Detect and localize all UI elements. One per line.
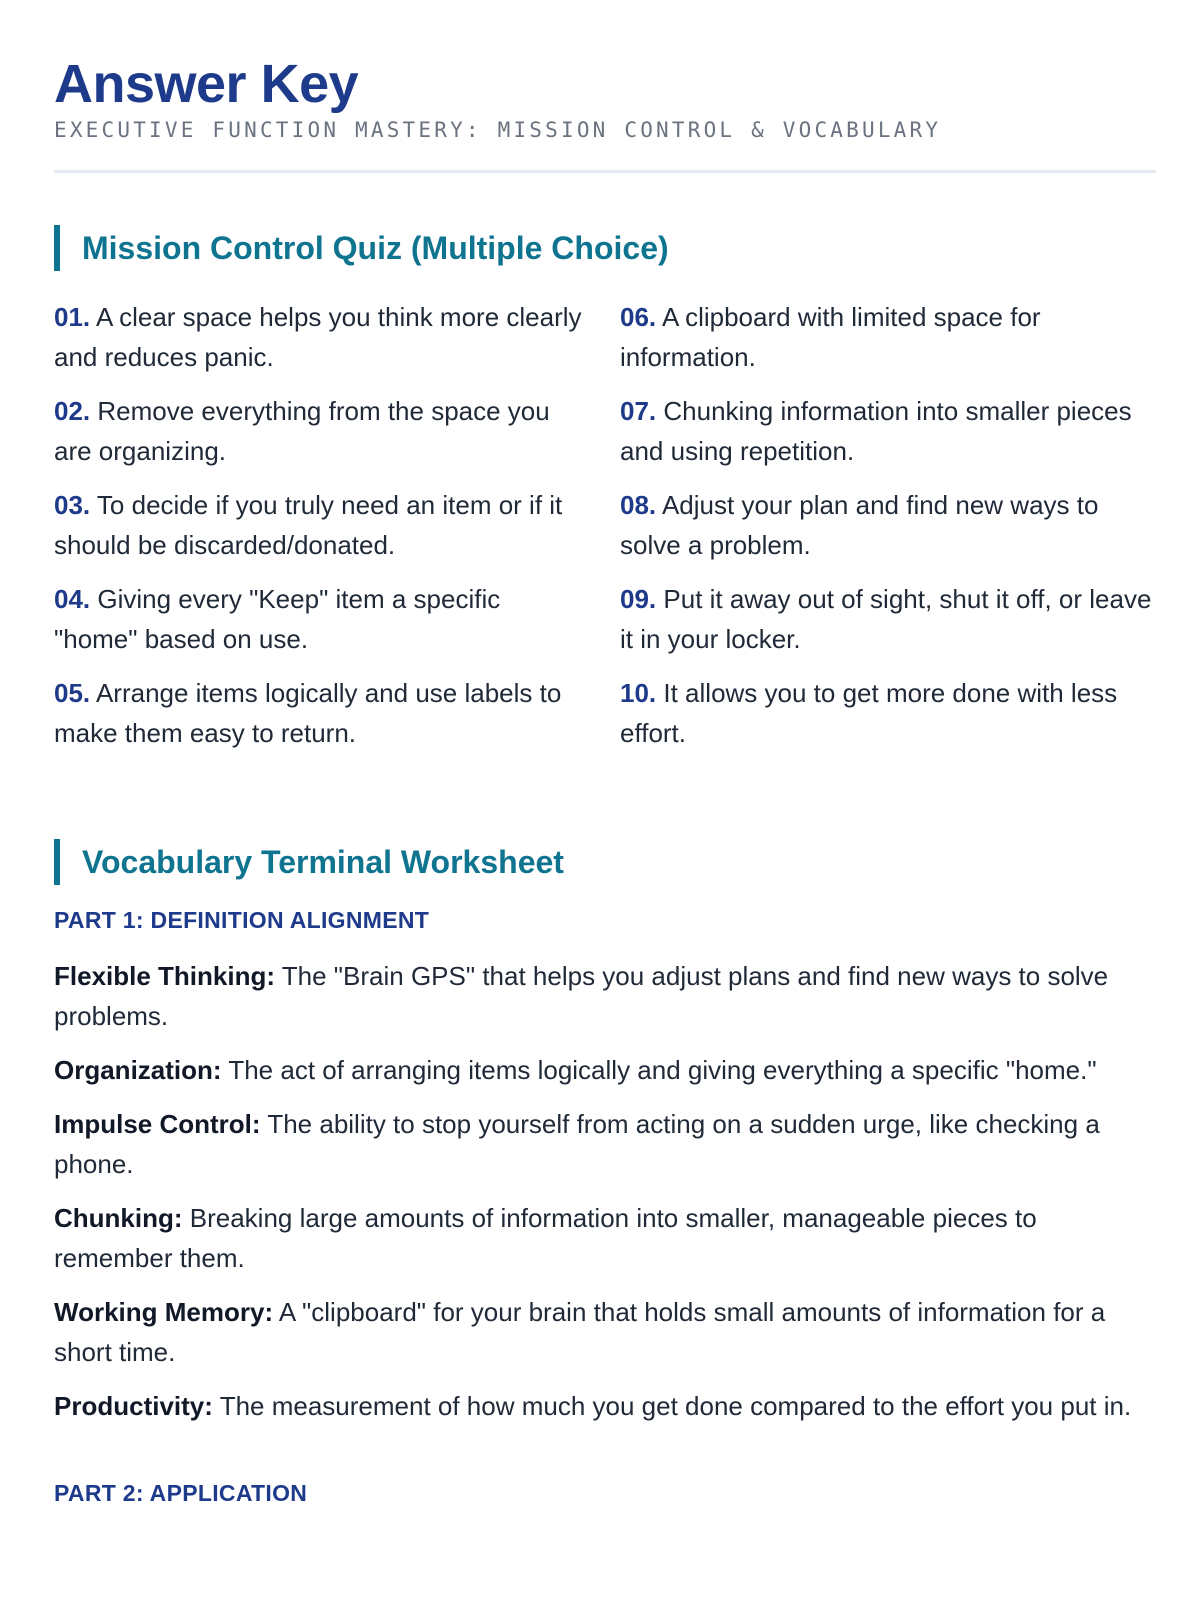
definition-text: The measurement of how much you get done compared to the effort you put in. xyxy=(219,1391,1132,1421)
quiz-answer xyxy=(620,485,1156,565)
quiz-answer xyxy=(620,579,1156,659)
quiz-answer xyxy=(54,579,590,659)
quiz-answer-label: 01. xyxy=(54,302,91,332)
quiz-answer-text: Adjust your plan and find new ways to solve a problem. xyxy=(620,490,1099,560)
quiz-answer xyxy=(54,485,590,565)
part1-heading: PART 1: DEFINITION ALIGNMENT xyxy=(54,907,430,933)
quiz-answer-label: 07. xyxy=(620,396,657,426)
quiz-answer-label: 02. xyxy=(54,396,91,426)
definition-text: The act of arranging items logically and giving everything a specific "home." xyxy=(228,1055,1097,1085)
quiz-answer-label: 05. xyxy=(54,678,91,708)
quiz-answer-text: To decide if you truly need an item or if it should be discarded/donated. xyxy=(54,490,563,560)
quiz-answer-label: 06. xyxy=(620,302,657,332)
page-subtitle: EXECUTIVE FUNCTION MASTERY: MISSION CONTROL & VOCABULARY xyxy=(54,118,942,142)
definition-label: Productivity: xyxy=(54,1391,213,1421)
definition-label: Impulse Control: xyxy=(54,1109,261,1139)
quiz-answer xyxy=(54,673,590,753)
definition-text: The ability to stop yourself from acting on a sudden urge, like checking a phone. xyxy=(54,1109,1100,1179)
quiz-answer-text: It allows you to get more done with less effort. xyxy=(620,678,1118,748)
quiz-answer-text: Chunking information into smaller pieces and using repetition. xyxy=(620,396,1132,466)
quiz-answer-text: A clear space helps you think more clearly and reduces panic. xyxy=(54,302,582,372)
quiz-answer-label: 08. xyxy=(620,490,657,520)
definition xyxy=(54,956,1156,1036)
definition xyxy=(54,1050,1156,1090)
part2-heading: PART 2: APPLICATION xyxy=(54,1480,308,1506)
quiz-column-right xyxy=(620,297,1156,767)
quiz-answer xyxy=(54,297,590,377)
definition xyxy=(54,1104,1156,1184)
quiz-answer xyxy=(54,391,590,471)
quiz-answer-label: 10. xyxy=(620,678,657,708)
definition-text: The "Brain GPS" that helps you adjust plans and find new ways to solve problems. xyxy=(54,961,1109,1031)
definition-label: Flexible Thinking: xyxy=(54,961,276,991)
definitions-list xyxy=(54,956,1156,1426)
quiz-answer-label: 09. xyxy=(620,584,657,614)
definition-text: Breaking large amounts of information into smaller, manageable pieces to remember them. xyxy=(54,1203,1037,1273)
quiz-answer xyxy=(620,673,1156,753)
definition xyxy=(54,1386,1156,1426)
definition-label: Organization: xyxy=(54,1055,222,1085)
definition-label: Chunking: xyxy=(54,1203,183,1233)
vocab-section-title: Vocabulary Terminal Worksheet xyxy=(54,839,1156,885)
header-divider xyxy=(54,170,1156,173)
definition xyxy=(54,1292,1156,1372)
quiz-column-left xyxy=(54,297,590,767)
quiz-answer-text: A clipboard with limited space for information. xyxy=(620,302,1041,372)
quiz-answer xyxy=(620,391,1156,471)
page-title: Answer Key xyxy=(54,54,359,114)
definition-text: A "clipboard" for your brain that holds small amounts of information for a short time. xyxy=(54,1297,1106,1367)
definition xyxy=(54,1198,1156,1278)
quiz-answer-text: Giving every "Keep" item a specific "home" based on use. xyxy=(54,584,501,654)
quiz-answer-label: 03. xyxy=(54,490,91,520)
quiz-answer-label: 04. xyxy=(54,584,91,614)
quiz-answer xyxy=(620,297,1156,377)
quiz-answer-text: Arrange items logically and use labels to make them easy to return. xyxy=(54,678,562,748)
quiz-answer-text: Remove everything from the space you are organizing. xyxy=(54,396,550,466)
quiz-section-title: Mission Control Quiz (Multiple Choice) xyxy=(54,225,1156,271)
quiz-answer-text: Put it away out of sight, shut it off, or leave it in your locker. xyxy=(620,584,1152,654)
definition-label: Working Memory: xyxy=(54,1297,274,1327)
quiz-answers xyxy=(54,297,1156,767)
